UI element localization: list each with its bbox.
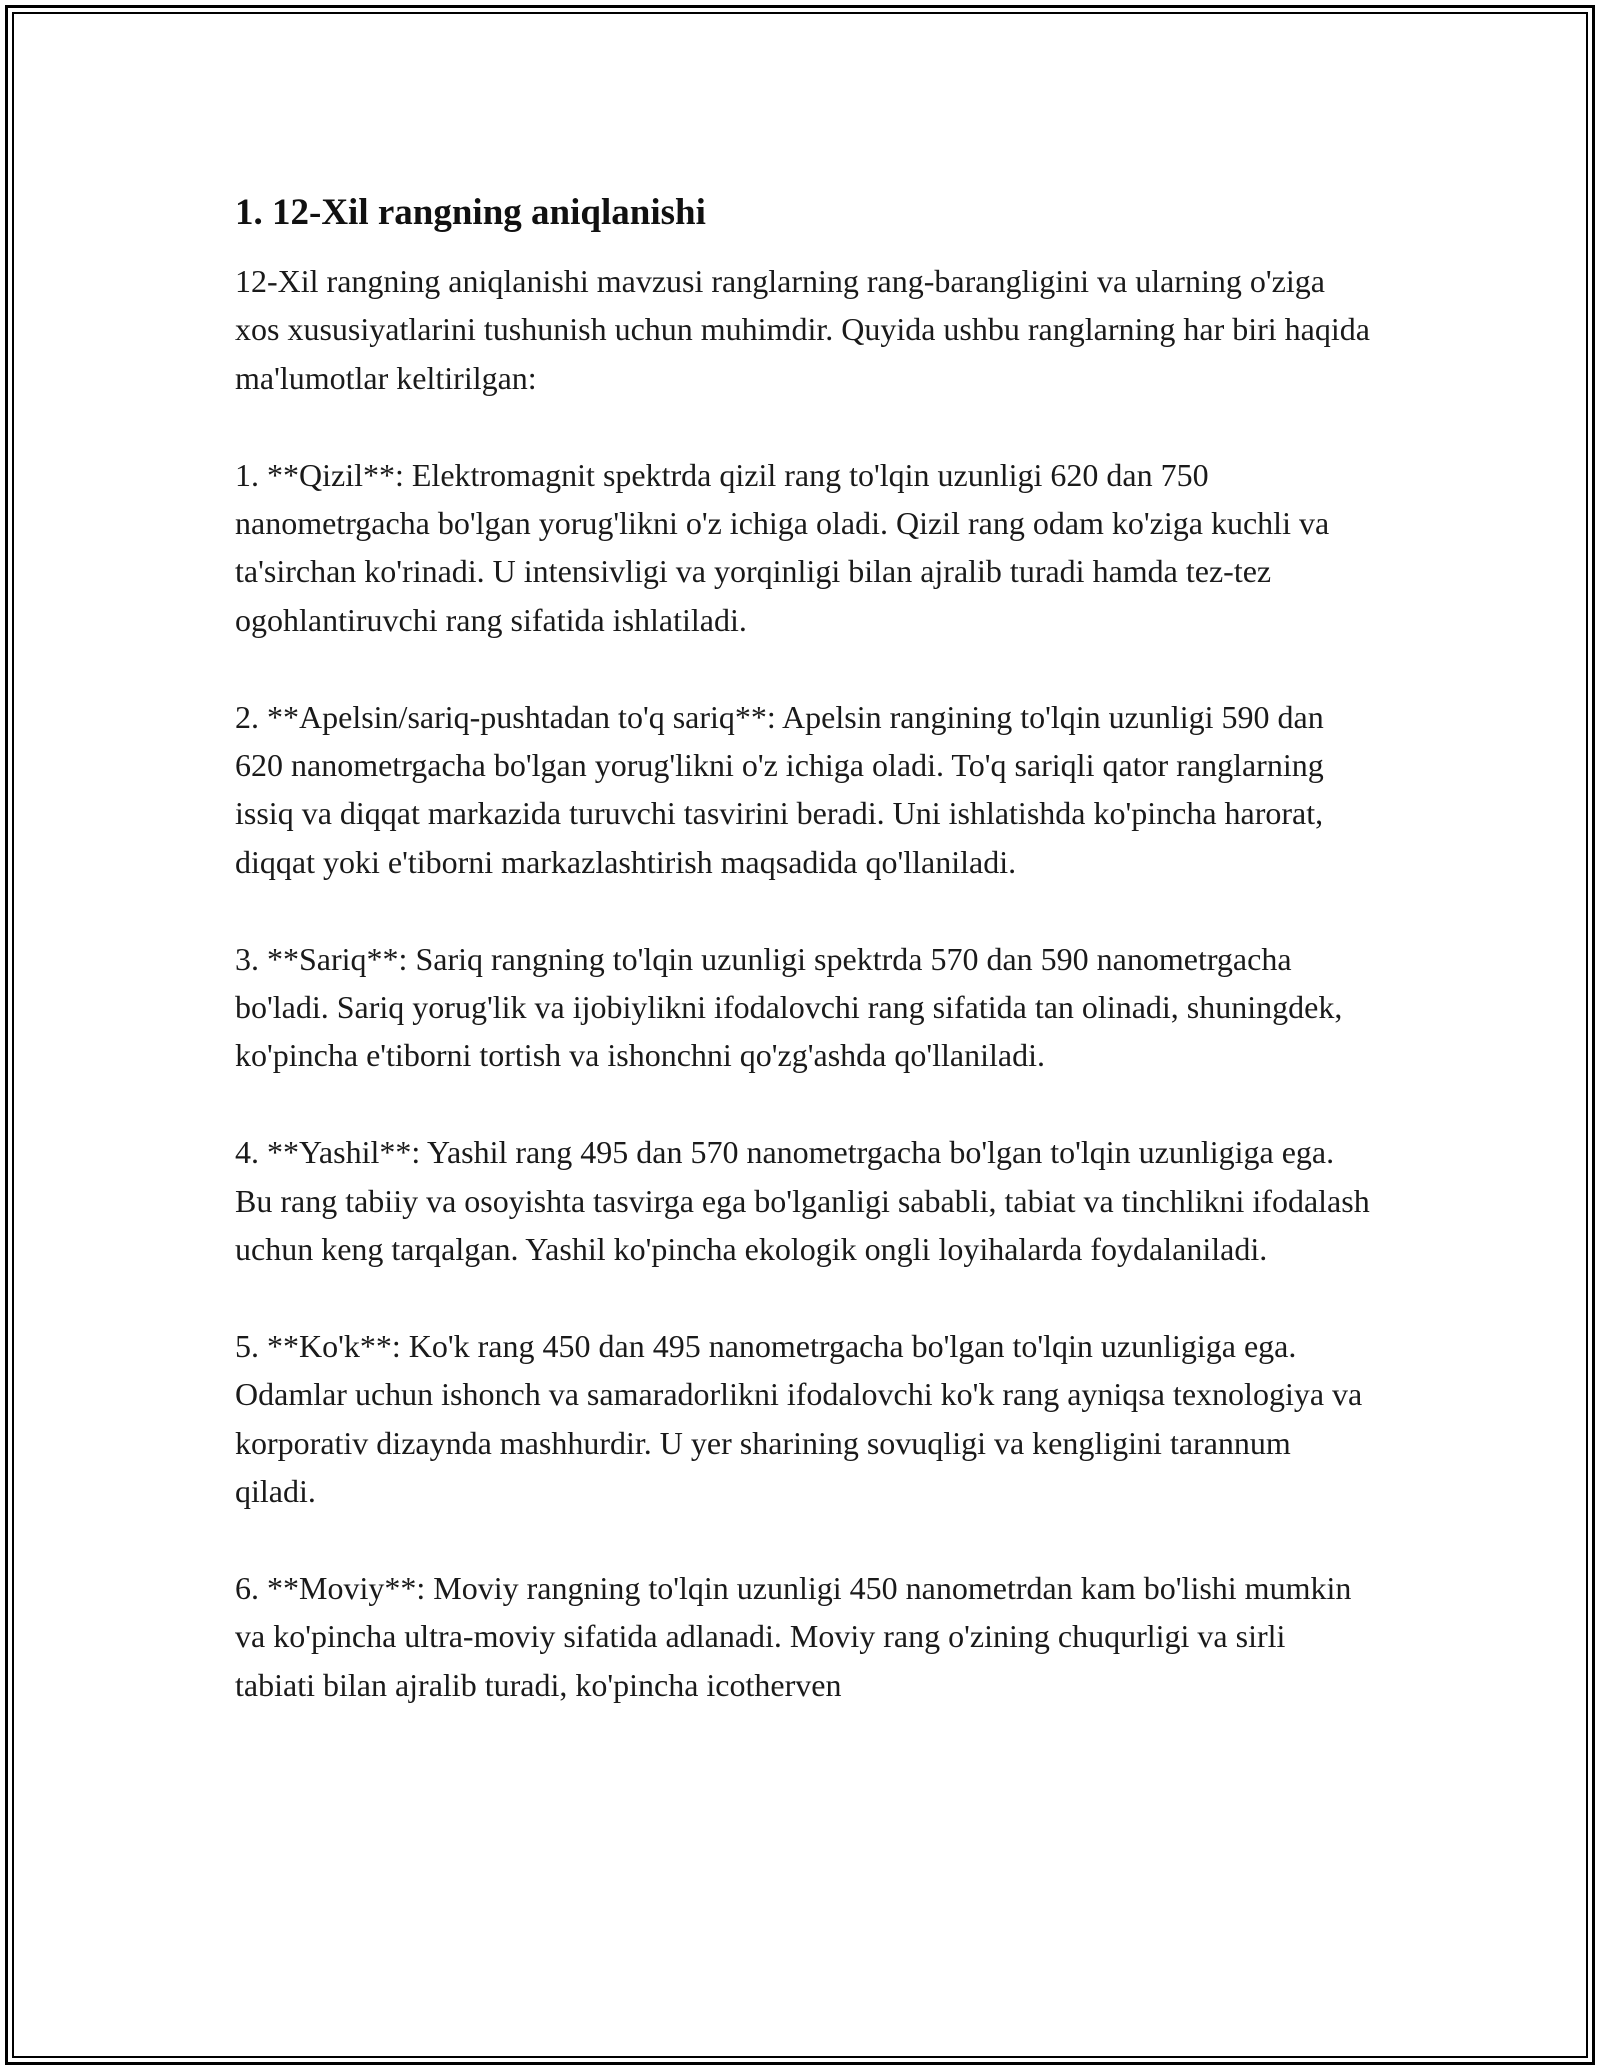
list-item-red: 1. **Qizil**: Elektromagnit spektrda qizil rang to'lqin uzunligi 620 dan 750 nanometrgacha bo'lgan yorug'likni o'z ichiga oladi. Qizil rang odam ko'ziga kuchli va ta'sirchan ko'rinadi. U intensivligi va yorqinligi bilan ajralib turadi hamda tez-tez ogohlantiruvchi rang sifatida ishlatiladi. bbox=[235, 456, 1330, 638]
list-item-blue: 5. **Ko'k**: Ko'k rang 450 dan 495 nanometrgacha bo'lgan to'lqin uzunligiga ega. Odamlar uchun ishonch va samaradorlikni ifodalovchi ko'k rang ayniqsa texnologiya va korporativ dizaynda mashhurdir. U yer sharining sovuqligi va kengligini tarannum qiladi. bbox=[235, 1327, 1363, 1510]
document-body bbox=[235, 188, 1370, 1709]
list-item-yellow: 3. **Sariq**: Sariq rangning to'lqin uzunligi spektrda 570 dan 590 nanometrgacha bo'ladi. Sariq yorug'lik va ijobiylikni ifodalovchi rang sifatida tan olinadi, shuningdek, ko'pincha e'tiborni tortish va ishonchni qo'zg'ashda qo'llaniladi. bbox=[235, 940, 1343, 1074]
section-heading: 1. 12-Xil rangning aniqlanishi bbox=[235, 192, 706, 233]
list-item-green: 4. **Yashil**: Yashil rang 495 dan 570 nanometrgacha bo'lgan to'lqin uzunligiga ega. Bu rang tabiiy va osoyishta tasvirga ega bo'lganligi sababli, tabiat va tinchlikni ifodalash uchun keng tarqalgan. Yashil ko'pincha ekologik ongli loyihalarda foydalaniladi. bbox=[235, 1134, 1370, 1268]
list-item-orange: 2. **Apelsin/sariq-pushtadan to'q sariq**: Apelsin rangining to'lqin uzunligi 590 dan 620 nanometrgacha bo'lgan yorug'likni o'z ichiga oladi. To'q sariqli qator ranglarning issiq va diqqat markazida turuvchi tasvirini beradi. Uni ishlatishda ko'pincha harorat, diqqat yoki e'tiborni markazlashtirish maqsadida qo'llaniladi. bbox=[235, 698, 1324, 880]
intro-paragraph: 12-Xil rangning aniqlanishi mavzusi ranglarning rang-barangligini va ularning o'ziga xos xususiyatlarini tushunish uchun muhimdir. Quyida ushbu ranglarning har biri haqida ma'lumotlar keltirilgan: bbox=[235, 263, 1370, 396]
list-item-indigo: 6. **Moviy**: Moviy rangning to'lqin uzunligi 450 nanometrdan kam bo'lishi mumkin va ko'pincha ultra-moviy sifatida adlanadi. Moviy rang o'zining chuqurligi va sirli tabiati bilan ajralib turadi, ko'pincha icotherven bbox=[235, 1569, 1352, 1703]
